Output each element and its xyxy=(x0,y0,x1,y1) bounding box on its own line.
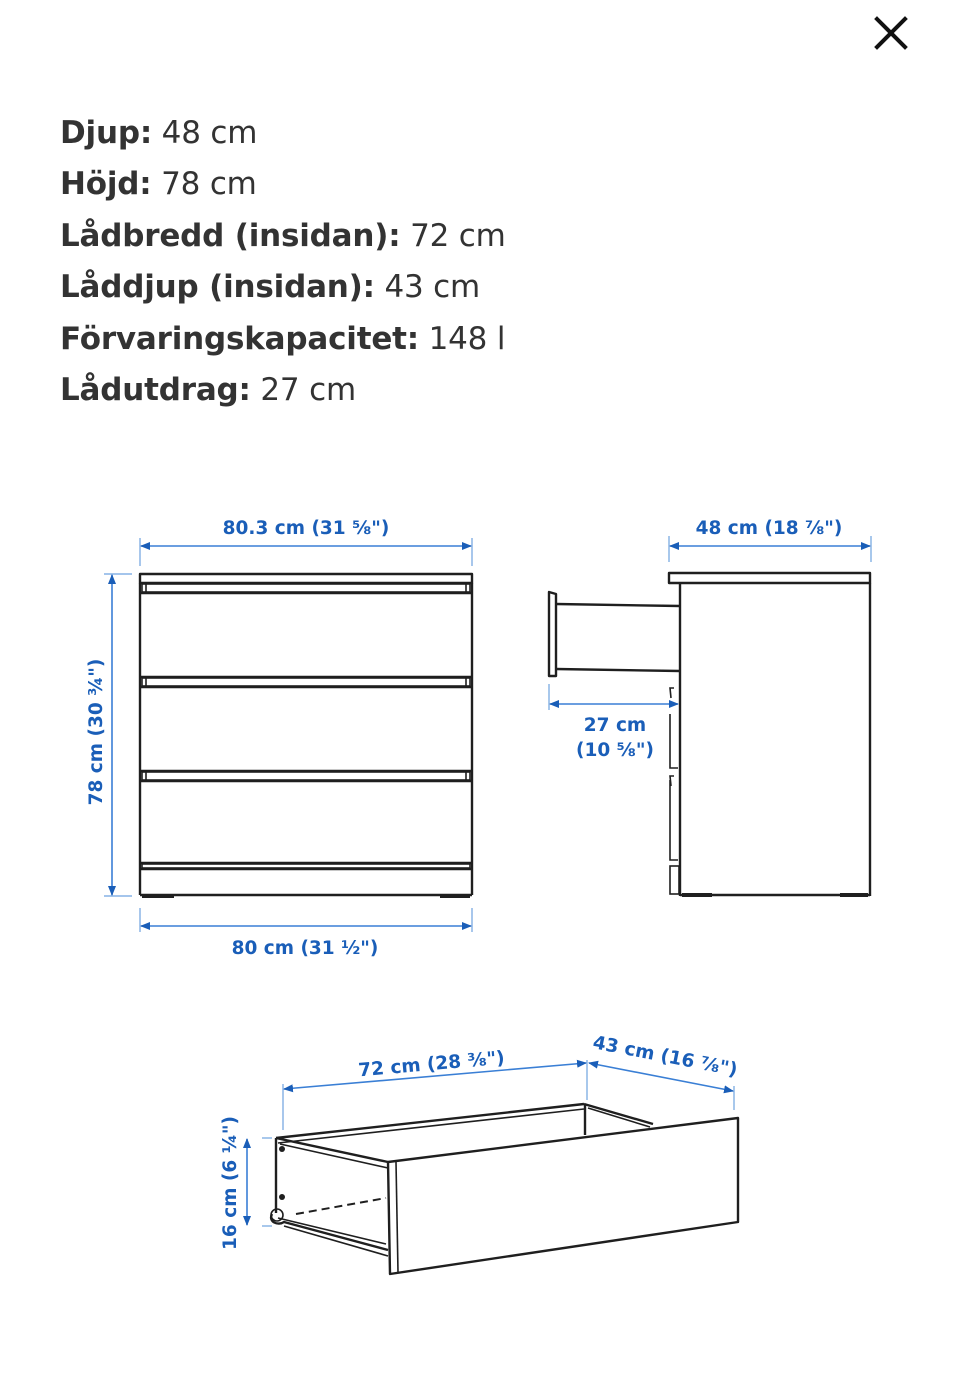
spec-value: 78 cm xyxy=(161,166,257,203)
spec-label: Höjd: xyxy=(60,166,152,203)
front-bottom-width-label: 80 cm (31 ½") xyxy=(231,938,379,959)
drawer-drawing xyxy=(220,1032,739,1274)
spec-label: Förvaringskapacitet: xyxy=(60,320,419,357)
spec-value: 48 cm xyxy=(161,115,258,151)
front-view-drawing xyxy=(86,518,472,959)
drawer-height-label: 16 cm (6 ¼") xyxy=(220,1116,241,1250)
spec-label: Lådutdrag: xyxy=(60,372,251,409)
drawer-depth-label: 43 cm (16 ⅞") xyxy=(591,1032,740,1081)
front-height-label: 78 cm (30 ¾") xyxy=(86,658,107,806)
spec-value: 27 cm xyxy=(260,372,356,409)
front-top-width-label: 80.3 cm (31 ⅝") xyxy=(222,518,390,539)
spec-value: 72 cm xyxy=(410,217,506,254)
spec-value: 148 l xyxy=(428,320,506,357)
side-extension-label-line1: 27 cm xyxy=(583,715,647,736)
side-depth-label: 48 cm (18 ⅞") xyxy=(695,518,843,539)
drawer-width-label: 72 cm (28 ⅜") xyxy=(357,1047,506,1082)
spec-value: 43 cm xyxy=(384,269,481,306)
spec-label: Lådbredd (insidan): xyxy=(60,217,401,254)
side-view-drawing xyxy=(549,518,871,897)
side-extension-label-line2: (10 ⅝") xyxy=(576,740,654,761)
spec-label: Låddjup (insidan): xyxy=(60,269,375,306)
spec-label: Djup: xyxy=(60,115,153,151)
